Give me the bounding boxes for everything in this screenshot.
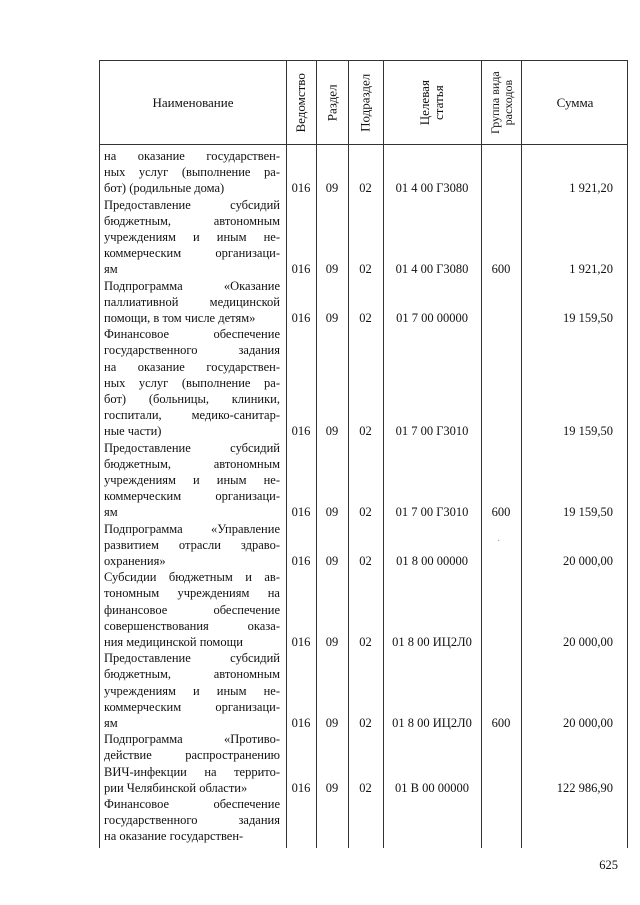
cell-summa: 20 000,00 [563,553,613,568]
cell-podrazdel: 02 [359,262,372,277]
header-razdel: Раздел [324,84,340,122]
row-name-line: финансовое обеспечение [104,602,280,617]
row-name-line: Финансовое обеспечение [104,797,280,811]
cell-podrazdel: 02 [359,424,372,439]
row-name-line: ям [104,262,118,277]
row-name-line: учреждениям и иным не- [104,230,280,244]
row-name-line: учреждениям и иным не- [104,683,280,698]
cell-podrazdel: 02 [359,553,372,568]
row-name-line: ям [104,716,118,730]
row-name-line: бюджетным, автономным [104,667,280,682]
row-name-line: Подпрограмма «Оказание [104,278,280,293]
table-header [100,61,627,145]
row-name-line: Подпрограмма «Противо- [104,732,280,747]
cell-podrazdel: 02 [359,310,372,325]
cell-summa: 19 159,50 [563,424,613,439]
row-name-line: Подпрограмма «Управление [104,521,280,536]
row-name [104,326,280,439]
header-podrazdel: Подраздел [357,73,373,133]
row-name-line: коммерческим организаци- [104,699,280,714]
cell-vedomstvo: 016 [291,262,311,277]
cell-podrazdel: 02 [359,715,372,730]
cell-vedomstvo: 016 [291,505,311,520]
cell-razdel: 09 [325,715,339,730]
row-name-line: помощи, в том числе детям» [104,311,256,325]
cell-celevaya: 01 В 00 00000 [395,780,469,795]
row-name [104,569,280,650]
row-name [104,521,280,570]
header-celevaya [418,80,445,125]
row-name-line: охранения» [104,554,166,568]
cell-vedomstvo: 016 [291,715,311,730]
row-name-line: развитием отрасли здраво- [104,537,280,552]
row-name-line: тономным учреждениям на [104,586,280,601]
row-name-line: государственного задания [104,343,280,358]
row-name-line: Предоставление субсидий [104,440,280,455]
cell-razdel: 09 [325,310,339,325]
cell-podrazdel: 02 [359,505,372,520]
cell-celevaya: 01 8 00 ИЦ2Л0 [392,634,472,649]
cell-vedomstvo: 016 [291,310,311,325]
cell-summa: 1 921,20 [569,181,613,196]
cell-celevaya: 01 4 00 Г3080 [395,181,469,196]
row-name-line: ния медицинской помощи [104,635,243,649]
cell-summa: 19 159,50 [563,310,613,325]
row-name-line: госпитали, медико-санитар- [104,408,280,423]
page-number: 625 [599,858,618,872]
header-gruppa-line-1: Группа вида [487,71,502,135]
header-name-cell [100,61,286,145]
budget-table [99,60,628,848]
header-gruppa-line-2: расходов [500,80,514,126]
row-name [104,440,280,521]
row-name-line: рии Челябинской области» [104,780,248,795]
cell-celevaya: 01 7 00 Г3010 [395,505,469,520]
row-name-line: совершенствования оказа- [104,618,280,633]
cell-celevaya: 01 7 00 00000 [396,310,468,325]
cell-razdel: 09 [325,553,339,568]
scan-mark: · [497,536,501,547]
header-summa-cell [521,61,629,145]
header-podrazdel-cell [348,61,383,145]
row-name-line: коммерческим организаци- [104,489,280,504]
row-name [104,731,280,796]
cell-gruppa: 600 [491,262,511,277]
cell-vedomstvo: 016 [291,634,311,649]
row-name-line: бот) (больницы, клиники, [104,392,280,406]
table-row [100,440,627,521]
header-celevaya-cell [383,61,481,145]
cell-vedomstvo: 016 [291,780,311,795]
cell-razdel: 09 [325,262,339,277]
cell-celevaya: 01 7 00 Г3010 [395,424,469,439]
row-name-line: на оказание государствен- [104,359,280,374]
row-name-line: Предоставление субсидий [104,651,280,666]
header-vedomstvo-cell [286,61,316,145]
cell-vedomstvo: 016 [291,181,311,196]
cell-celevaya: 01 4 00 Г3080 [395,262,469,277]
table-row [100,326,627,439]
table-row [100,650,627,731]
row-name-line: на оказание государствен- [104,829,244,844]
row-name-line: бюджетным, автономным [104,456,280,471]
cell-podrazdel: 02 [359,181,372,196]
cell-summa: 1 921,20 [569,262,613,277]
header-gruppa [488,72,513,135]
cell-gruppa: 600 [491,505,511,520]
row-name-line: Субсидии бюджетным и ав- [104,570,280,585]
cell-gruppa: 600 [491,715,511,730]
row-name-line: бот) (родильные дома) [104,181,225,196]
table-row [100,569,627,650]
row-name-line: учреждениям и иным не- [104,473,280,487]
cell-razdel: 09 [325,780,339,795]
cell-podrazdel: 02 [359,634,372,649]
cell-summa: 19 159,50 [563,505,613,520]
cell-razdel: 09 [325,181,339,196]
row-name [104,650,280,731]
row-name [104,796,280,845]
cell-razdel: 09 [325,634,339,649]
table-row [100,278,627,327]
row-name [104,278,280,327]
table-row [100,731,627,796]
table-row [100,197,627,278]
row-name-line: Финансовое обеспечение [104,327,280,342]
cell-razdel: 09 [325,424,339,439]
row-name-line: Предоставление субсидий [104,197,280,212]
cell-celevaya: 01 8 00 ИЦ2Л0 [392,715,472,730]
header-celevaya-line-2: статья [430,85,446,121]
row-name-line: ных услуг (выполнение ра- [104,375,280,390]
table-row [100,796,627,845]
header-gruppa-cell [481,61,521,145]
cell-summa: 20 000,00 [563,634,613,649]
header-vedomstvo: Ведомство [293,73,309,133]
row-name-line: паллиативной медицинской [104,294,280,309]
row-name-line: действие распространению [104,748,280,763]
cell-razdel: 09 [325,505,339,520]
row-name-line: на оказание государствен- [104,149,280,163]
header-razdel-cell [316,61,348,145]
row-name-line: бюджетным, автономным [104,213,280,228]
row-name [104,197,280,278]
row-name-line: государственного задания [104,813,280,828]
table-row [100,521,627,570]
cell-summa: 20 000,00 [563,715,613,730]
cell-celevaya: 01 8 00 00000 [396,553,468,568]
row-name [104,148,280,197]
header-celevaya-line-1: Целевая [417,80,433,126]
row-name-line: ные части) [104,424,162,439]
cell-vedomstvo: 016 [291,424,311,439]
row-name-line: ВИЧ-инфекции на террито- [104,764,280,779]
table-row [100,148,627,197]
cell-summa: 122 986,90 [556,780,613,795]
cell-vedomstvo: 016 [291,553,311,568]
header-name: Наименование [152,95,234,111]
cell-podrazdel: 02 [359,780,372,795]
row-name-line: ям [104,505,118,520]
header-summa: Сумма [556,95,594,111]
row-name-line: ных услуг (выполнение ра- [104,165,280,180]
row-name-line: коммерческим организаци- [104,246,280,261]
